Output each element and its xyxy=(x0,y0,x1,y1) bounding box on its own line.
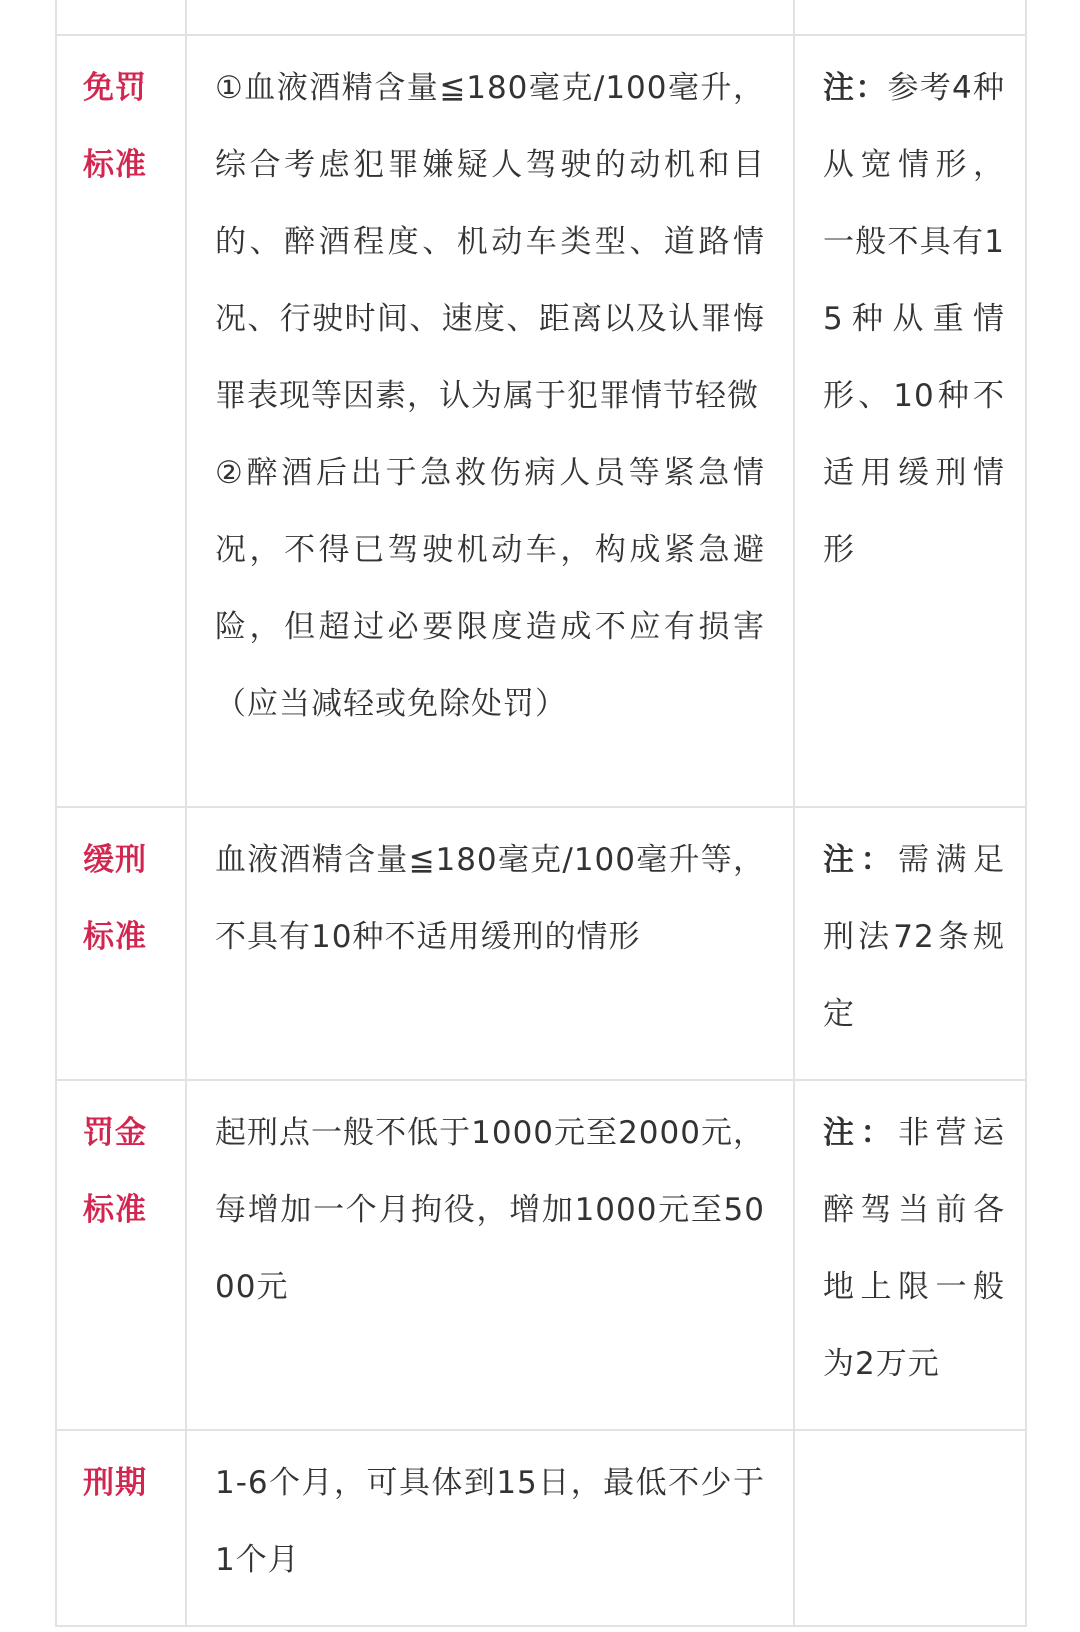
sentencing-standards-table xyxy=(55,0,1027,1627)
note-label: 注： xyxy=(823,1115,898,1151)
row-content-fine xyxy=(186,1080,794,1430)
row-header-line: 标准 xyxy=(83,147,147,183)
table-row-probation xyxy=(56,807,1026,1080)
row-note-probation xyxy=(794,807,1026,1080)
table-cell-empty xyxy=(186,0,794,35)
note-text: 需满足刑法72条规定 xyxy=(823,842,1005,1032)
row-content-exemption xyxy=(186,35,794,807)
row-header-fine xyxy=(56,1080,186,1430)
row-header-line: 罚金 xyxy=(83,1115,147,1151)
note-text: 非营运醉驾当前各地上限一般为2万元 xyxy=(823,1115,1005,1382)
row-header-line: 标准 xyxy=(83,919,147,955)
row-content-probation xyxy=(186,807,794,1080)
row-header-line: 标准 xyxy=(83,1192,147,1228)
table-cell-empty xyxy=(56,0,186,35)
note-text: 参考4种从宽情形，一般不具有15种从重情形、10种不适用缓刑情形 xyxy=(823,70,1005,568)
row-header-exemption xyxy=(56,35,186,807)
table-row-exemption xyxy=(56,35,1026,807)
content-paragraph: ①血液酒精含量≦180毫克/100毫升，综合考虑犯罪嫌疑人驾驶的动机和目的、醉酒程度、机动车类型、道路情况、行驶时间、速度、距离以及认罪悔罪表现等因素，认为属于犯罪情节轻微 xyxy=(215,70,765,414)
row-note-exemption xyxy=(794,35,1026,807)
row-header-probation xyxy=(56,807,186,1080)
row-note-fine xyxy=(794,1080,1026,1430)
table-row-term xyxy=(56,1430,1026,1626)
table-row-fine xyxy=(56,1080,1026,1430)
document-table-page xyxy=(55,0,1025,1627)
content-paragraph: ②醉酒后出于急救伤病人员等紧急情况，不得已驾驶机动车，构成紧急避险，但超过必要限度造成不应有损害（应当减轻或免除处罚） xyxy=(215,455,765,722)
table-row-top-partial xyxy=(56,0,1026,35)
note-label: 注： xyxy=(823,70,888,106)
content-paragraph: 起刑点一般不低于1000元至2000元，每增加一个月拘役，增加1000元至5000元 xyxy=(215,1115,765,1305)
row-note-term-empty xyxy=(794,1430,1026,1626)
row-header-line: 刑期 xyxy=(83,1465,147,1501)
content-paragraph: 1-6个月，可具体到15日，最低不少于1个月 xyxy=(215,1465,765,1578)
content-paragraph: 血液酒精含量≦180毫克/100毫升等，不具有10种不适用缓刑的情形 xyxy=(215,842,765,955)
row-header-line: 缓刑 xyxy=(83,842,147,878)
row-content-term xyxy=(186,1430,794,1626)
row-header-line: 免罚 xyxy=(83,70,147,106)
note-label: 注： xyxy=(823,842,898,878)
row-header-term xyxy=(56,1430,186,1626)
table-cell-empty xyxy=(794,0,1026,35)
